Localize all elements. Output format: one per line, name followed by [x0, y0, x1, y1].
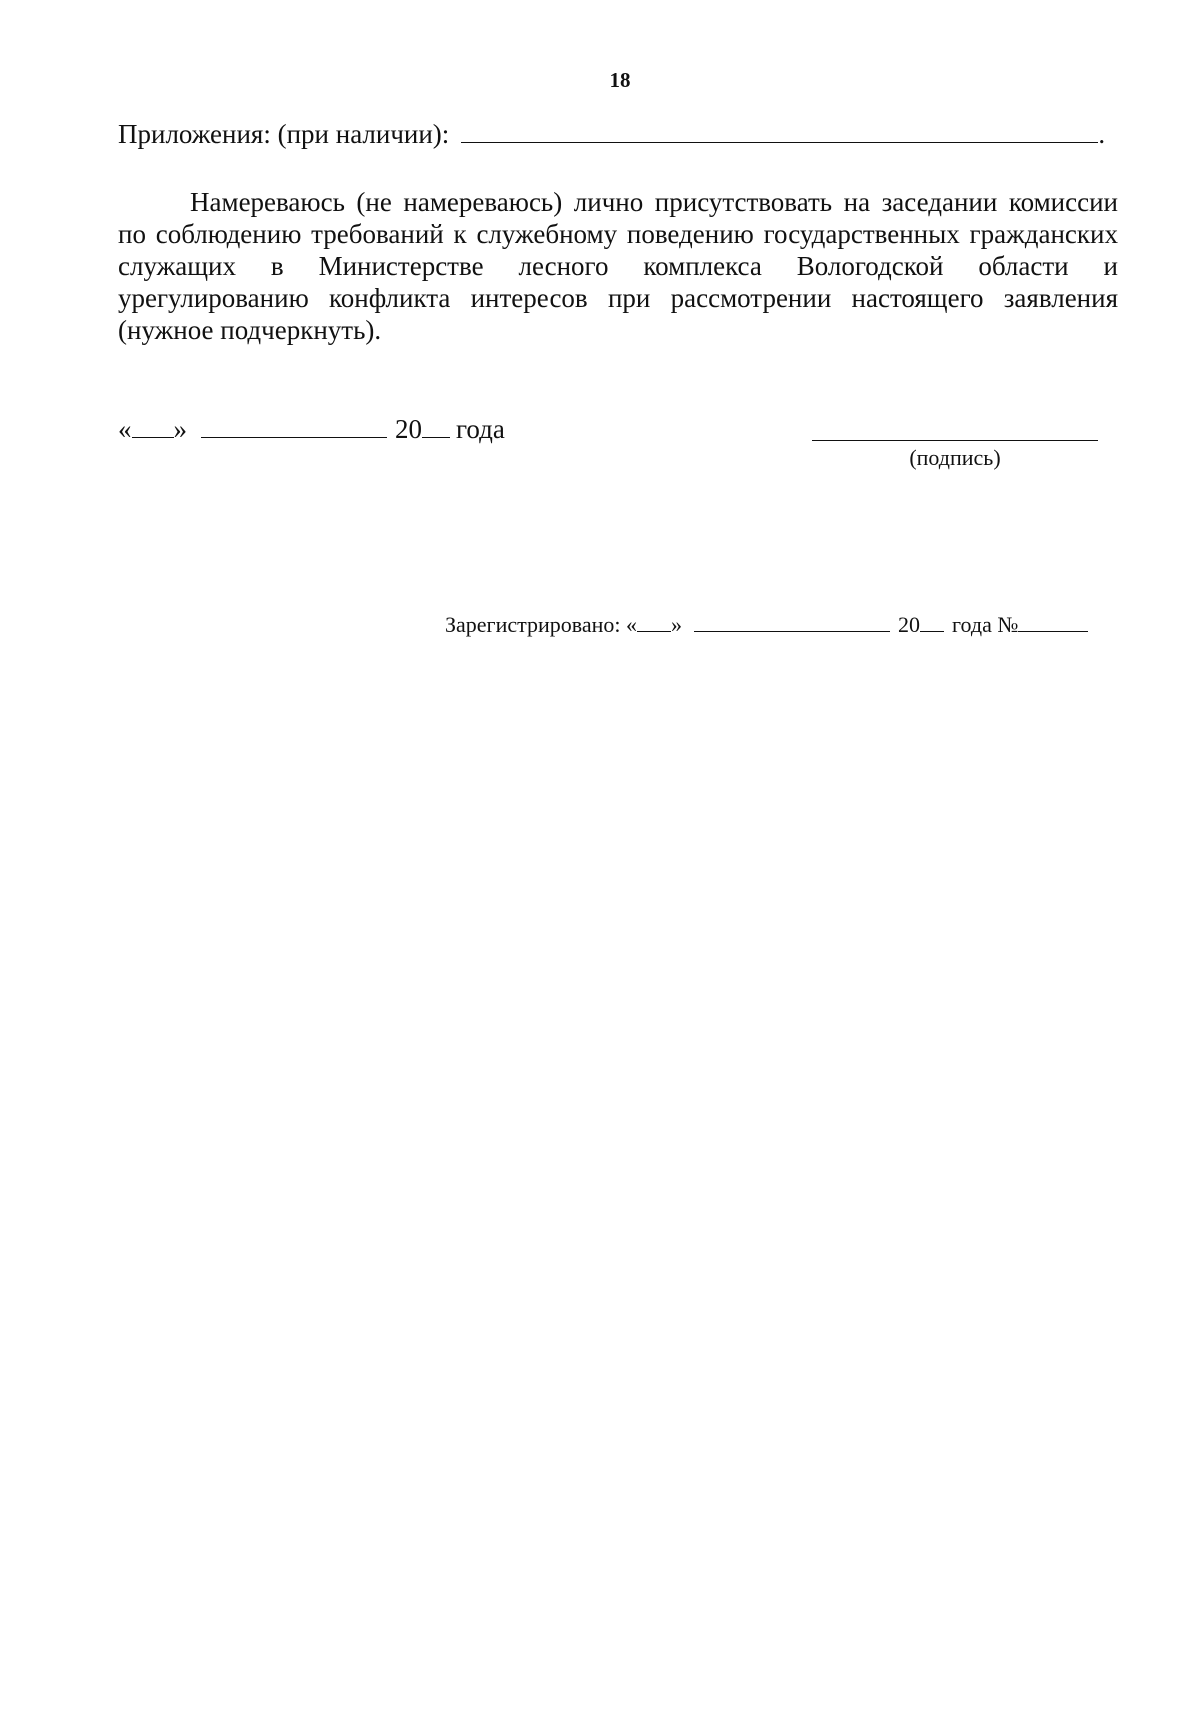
attachments-row: [118, 117, 1105, 151]
date-open-quote: «: [118, 414, 132, 444]
attachments-field[interactable]: [461, 118, 1098, 143]
attachments-label: Приложения: (при наличии):: [118, 119, 450, 149]
registration-day-field[interactable]: [637, 611, 671, 632]
signature-caption: (подпись): [909, 445, 1001, 470]
year-suffix: года: [456, 414, 505, 444]
statement-paragraph: Намереваюсь (не намереваюсь) лично присутствовать на заседании комиссии по соблюдению требований к служебному поведению государственных гражданских служащих в Министерстве лесного комплекса Вологодской области и урегулированию конфликта интересов при рассмотрении настоящего заявления (нужное подчеркнуть).: [118, 187, 1118, 345]
date-field-row: [118, 412, 505, 446]
year-field[interactable]: [422, 413, 450, 438]
year-prefix: 20: [395, 414, 422, 444]
date-close-quote: »: [173, 414, 187, 444]
registration-year-suffix: года №: [952, 612, 1019, 637]
registration-row: [445, 610, 1088, 640]
registration-label: Зарегистрировано: «: [445, 612, 638, 637]
registration-close-quote: »: [671, 612, 683, 637]
day-field[interactable]: [132, 413, 174, 438]
registration-year-prefix: 20: [898, 612, 921, 637]
signature-field[interactable]: [812, 412, 1098, 441]
signature-block: [812, 412, 1098, 473]
attachments-end-mark: .: [1098, 119, 1106, 149]
month-field[interactable]: [201, 413, 387, 438]
registration-month-field[interactable]: [694, 611, 890, 632]
registration-number-field[interactable]: [1018, 611, 1088, 632]
registration-year-field[interactable]: [920, 611, 944, 632]
page-number: 18: [609, 68, 631, 92]
